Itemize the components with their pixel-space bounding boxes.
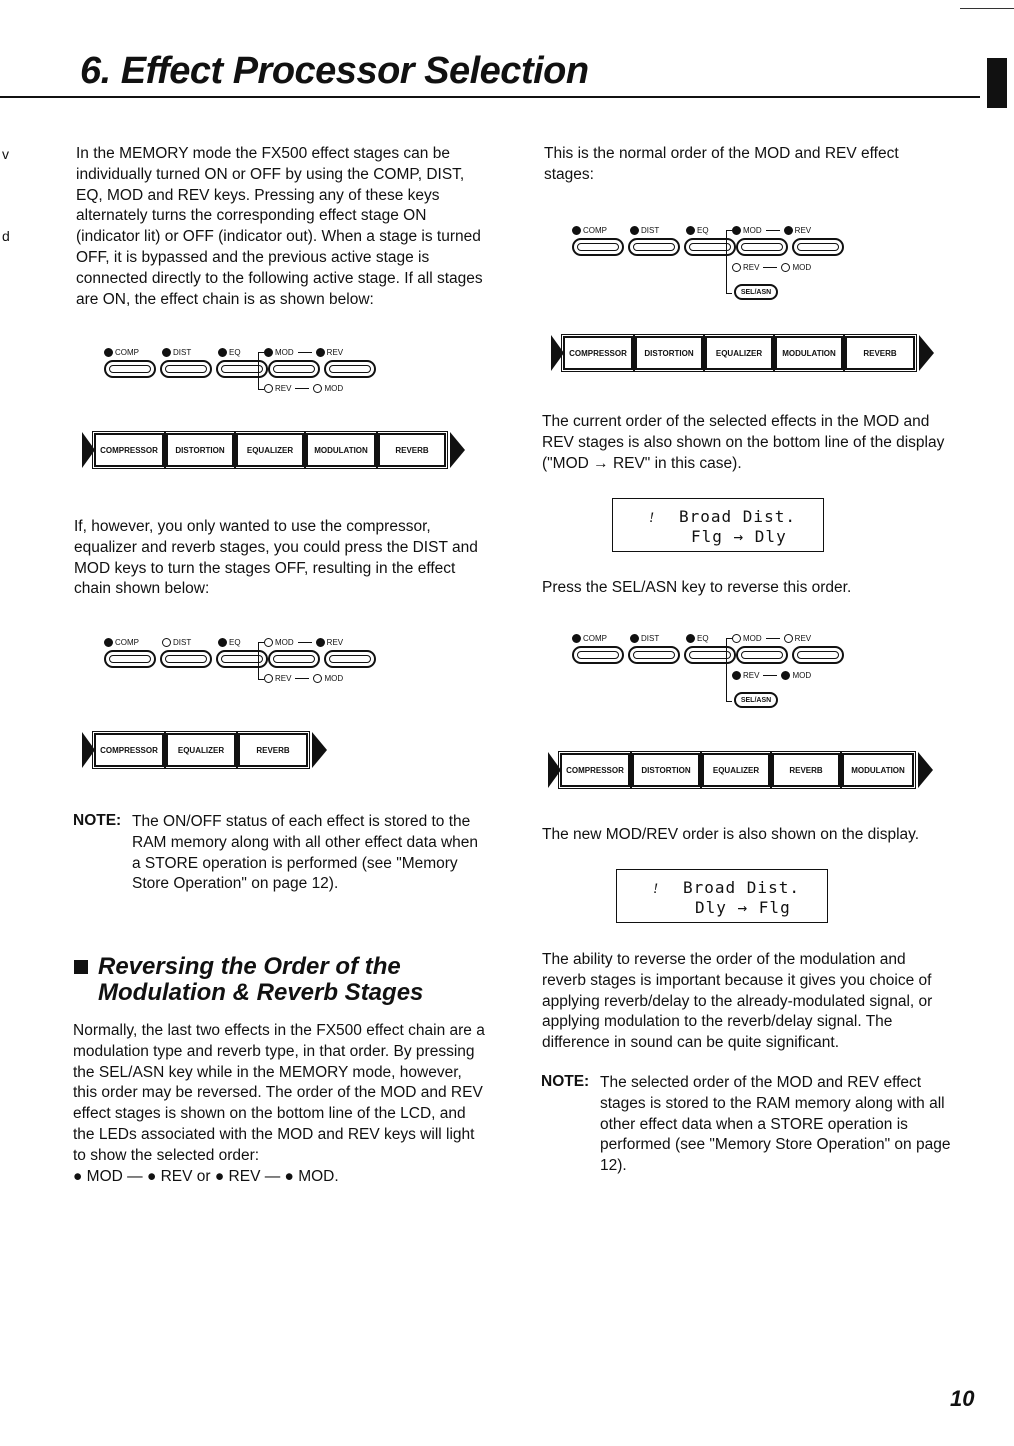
comp-key[interactable] [572,646,624,664]
lcd-line-2: Flg → Dly [691,527,787,546]
comp-key[interactable] [104,650,156,668]
mod-led-icon [264,348,273,357]
mod-key[interactable] [736,238,788,256]
chain-box-compressor: COMPRESSOR [94,433,164,467]
key-diagram-reversed-order [572,634,842,710]
comp-label: COMP [115,348,139,357]
right-paragraph-3: Press the SEL/ASN key to reverse this order. [542,579,852,596]
lcd-display-reversed [616,869,828,923]
chain-box-distortion: DISTORTION [635,336,703,370]
comp-led-icon [104,348,113,357]
heading-bullet-icon [74,960,88,974]
mod-led-icon [313,674,322,683]
dist-key[interactable] [628,646,680,664]
mod-label: MOD [792,263,812,272]
comp-label: COMP [583,226,607,235]
mod-label: MOD [324,384,344,393]
dist-led-icon [630,634,639,643]
lcd-line-1: Broad Dist. [683,878,800,897]
dist-label: DIST [173,638,192,647]
mod-led-icon [264,638,273,647]
eq-led-icon [218,348,227,357]
dist-led-icon [630,226,639,235]
chain-box-modulation: MODULATION [306,433,376,467]
lcd-display-normal [612,498,824,552]
margin-mark: d [2,228,10,244]
effect-chain-partial [82,732,327,768]
rev-led-icon [732,263,741,272]
dist-label: DIST [173,348,192,357]
rev-led-icon [264,674,273,683]
rev-led-icon [732,671,741,680]
note-label: NOTE: [541,1073,590,1090]
key-diagram-normal-order [572,226,842,302]
dist-label: DIST [641,226,660,235]
chain-box-reverb: REVERB [238,733,308,767]
dist-label: DIST [641,634,660,643]
page-title: 6. Effect Processor Selection [80,50,589,92]
lcd-cursor-mark: ! [653,881,659,897]
rev-key[interactable] [792,238,844,256]
right-paragraph-2: The current order of the selected effects in the MOD and REV stages is also shown on the bottom line of the display ("MOD → REV" in this case). [542,413,945,472]
mod-label: MOD [743,634,762,643]
eq-label: EQ [697,634,709,643]
comp-led-icon [572,226,581,235]
chain-output-arrow-icon [918,752,933,788]
section-heading-line-1: Reversing the Order of the [98,953,401,980]
left-paragraph-2: If, however, you only wanted to use the compressor, equalizer and reverb stages, you could press the DIST and MOD keys to turn the stages OFF, resulting in the effect chain shown below: [74,518,478,598]
lcd-cursor-mark: ! [649,510,655,526]
rev-label: REV [326,638,344,647]
rev-led-icon [316,348,325,357]
mod-label: MOD [275,638,294,647]
section-tab-marker [987,58,1007,108]
mod-label: MOD [324,674,344,683]
right-paragraph-4: The new MOD/REV order is also shown on the display. [542,826,920,843]
rev-key[interactable] [792,646,844,664]
effect-chain-normal [551,335,934,371]
chain-box-compressor: COMPRESSOR [563,336,633,370]
order-bracket [726,638,732,702]
top-edge-line [960,8,1014,9]
rev-key[interactable] [324,650,376,668]
order-line: ● MOD — ● REV or ● REV — ● MOD. [73,1168,339,1185]
chain-box-reverb: REVERB [378,433,446,467]
eq-label: EQ [229,348,241,357]
chain-box-modulation: MODULATION [842,753,914,787]
lcd-line-1: Broad Dist. [679,507,796,526]
rev-label: REV [794,226,812,235]
dist-led-icon [162,348,171,357]
rev-label: REV [743,671,760,680]
rev-label: REV [326,348,344,357]
chain-box-distortion: DISTORTION [632,753,700,787]
order-bracket [726,230,732,294]
chain-box-compressor: COMPRESSOR [94,733,164,767]
comp-key[interactable] [104,360,156,378]
key-diagram-all-on [104,348,374,398]
chain-output-arrow-icon [450,432,465,468]
note-label: NOTE: [73,812,122,829]
lcd-line-2: Dly → Flg [695,898,791,917]
dist-key[interactable] [160,650,212,668]
mod-led-icon [732,634,741,643]
mod-label: MOD [743,226,762,235]
mod-led-icon [781,671,790,680]
title-rule [0,96,980,98]
comp-led-icon [572,634,581,643]
right-intro-paragraph: This is the normal order of the MOD and REV effect stages: [544,145,899,183]
rev-label: REV [275,384,292,393]
comp-label: COMP [583,634,607,643]
chain-box-reverb: REVERB [845,336,915,370]
comp-led-icon [104,638,113,647]
key-diagram-partial [104,638,374,688]
chain-box-equalizer: EQUALIZER [236,433,304,467]
eq-led-icon [218,638,227,647]
rev-label: REV [275,674,292,683]
note-1: The ON/OFF status of each effect is stored to the RAM memory along with all other effect data when a STORE operation is performed (see "Memory Store Operation" on page 12). [132,813,479,893]
eq-led-icon [686,226,695,235]
chain-output-arrow-icon [919,335,934,371]
mod-key[interactable] [736,646,788,664]
page-number: 10 [950,1386,975,1411]
dist-key[interactable] [160,360,212,378]
mod-led-icon [313,384,322,393]
eq-label: EQ [697,226,709,235]
dist-key[interactable] [628,238,680,256]
mod-led-icon [781,263,790,272]
rev-led-icon [316,638,325,647]
chain-box-reverb: REVERB [772,753,840,787]
chain-box-equalizer: EQUALIZER [702,753,770,787]
rev-led-icon [264,384,273,393]
rev-label: REV [794,634,812,643]
rev-led-icon [784,634,793,643]
chain-box-distortion: DISTORTION [166,433,234,467]
section-heading-line-2: Modulation & Reverb Stages [98,979,424,1006]
note-2: The selected order of the MOD and REV effect stages is stored to the RAM memory along with all other effect data when a STORE operation is performed (see "Memory Store Operation" on page 12). [600,1074,951,1175]
sel-asn-key[interactable]: SEL/ASN [734,692,778,708]
chain-box-equalizer: EQUALIZER [166,733,236,767]
chain-box-equalizer: EQUALIZER [705,336,773,370]
effect-chain-reversed [548,752,933,788]
mod-label: MOD [275,348,294,357]
rev-label: REV [743,263,760,272]
rev-led-icon [784,226,793,235]
mod-led-icon [732,226,741,235]
comp-key[interactable] [572,238,624,256]
comp-label: COMP [115,638,139,647]
dist-led-icon [162,638,171,647]
mod-key[interactable] [268,650,320,668]
chain-box-modulation: MODULATION [775,336,843,370]
effect-chain-all [82,432,465,468]
margin-mark: v [2,146,9,162]
chain-output-arrow-icon [312,732,327,768]
left-paragraph-3: Normally, the last two effects in the FX500 effect chain are a modulation type and reverb type, in that order. By pressing the SEL/ASN key while in the MEMORY mode, however, this order may be reversed. The order of the MOD and REV effect stages is shown on the bottom line of the LCD, and the LEDs associated with the MOD and REV keys will light to show the selected order: [73,1022,485,1164]
sel-asn-key[interactable]: SEL/ASN [734,284,778,300]
mod-label: MOD [792,671,812,680]
left-intro-paragraph: In the MEMORY mode the FX500 effect stages can be individually turned ON or OFF by using the COMP, DIST, EQ, MOD and REV keys. Pressing any of these keys alternately turns the corresponding effect stage ON (indicator lit) or OFF (indicator out). When a stage is turned OFF, it is bypassed and the previous active stage is connected directly to the following active stage. If all stages are ON, the effect chain is as shown below: [76,145,483,308]
rev-key[interactable] [324,360,376,378]
right-paragraph-5: The ability to reverse the order of the modulation and reverb stages is important because it gives you choice of applying reverb/delay to the already-modulated signal, or applying modulation to the reverb/delay signal. The difference in sound can be quite significant. [542,951,933,1052]
mod-key[interactable] [268,360,320,378]
eq-label: EQ [229,638,241,647]
eq-led-icon [686,634,695,643]
chain-box-compressor: COMPRESSOR [560,753,630,787]
